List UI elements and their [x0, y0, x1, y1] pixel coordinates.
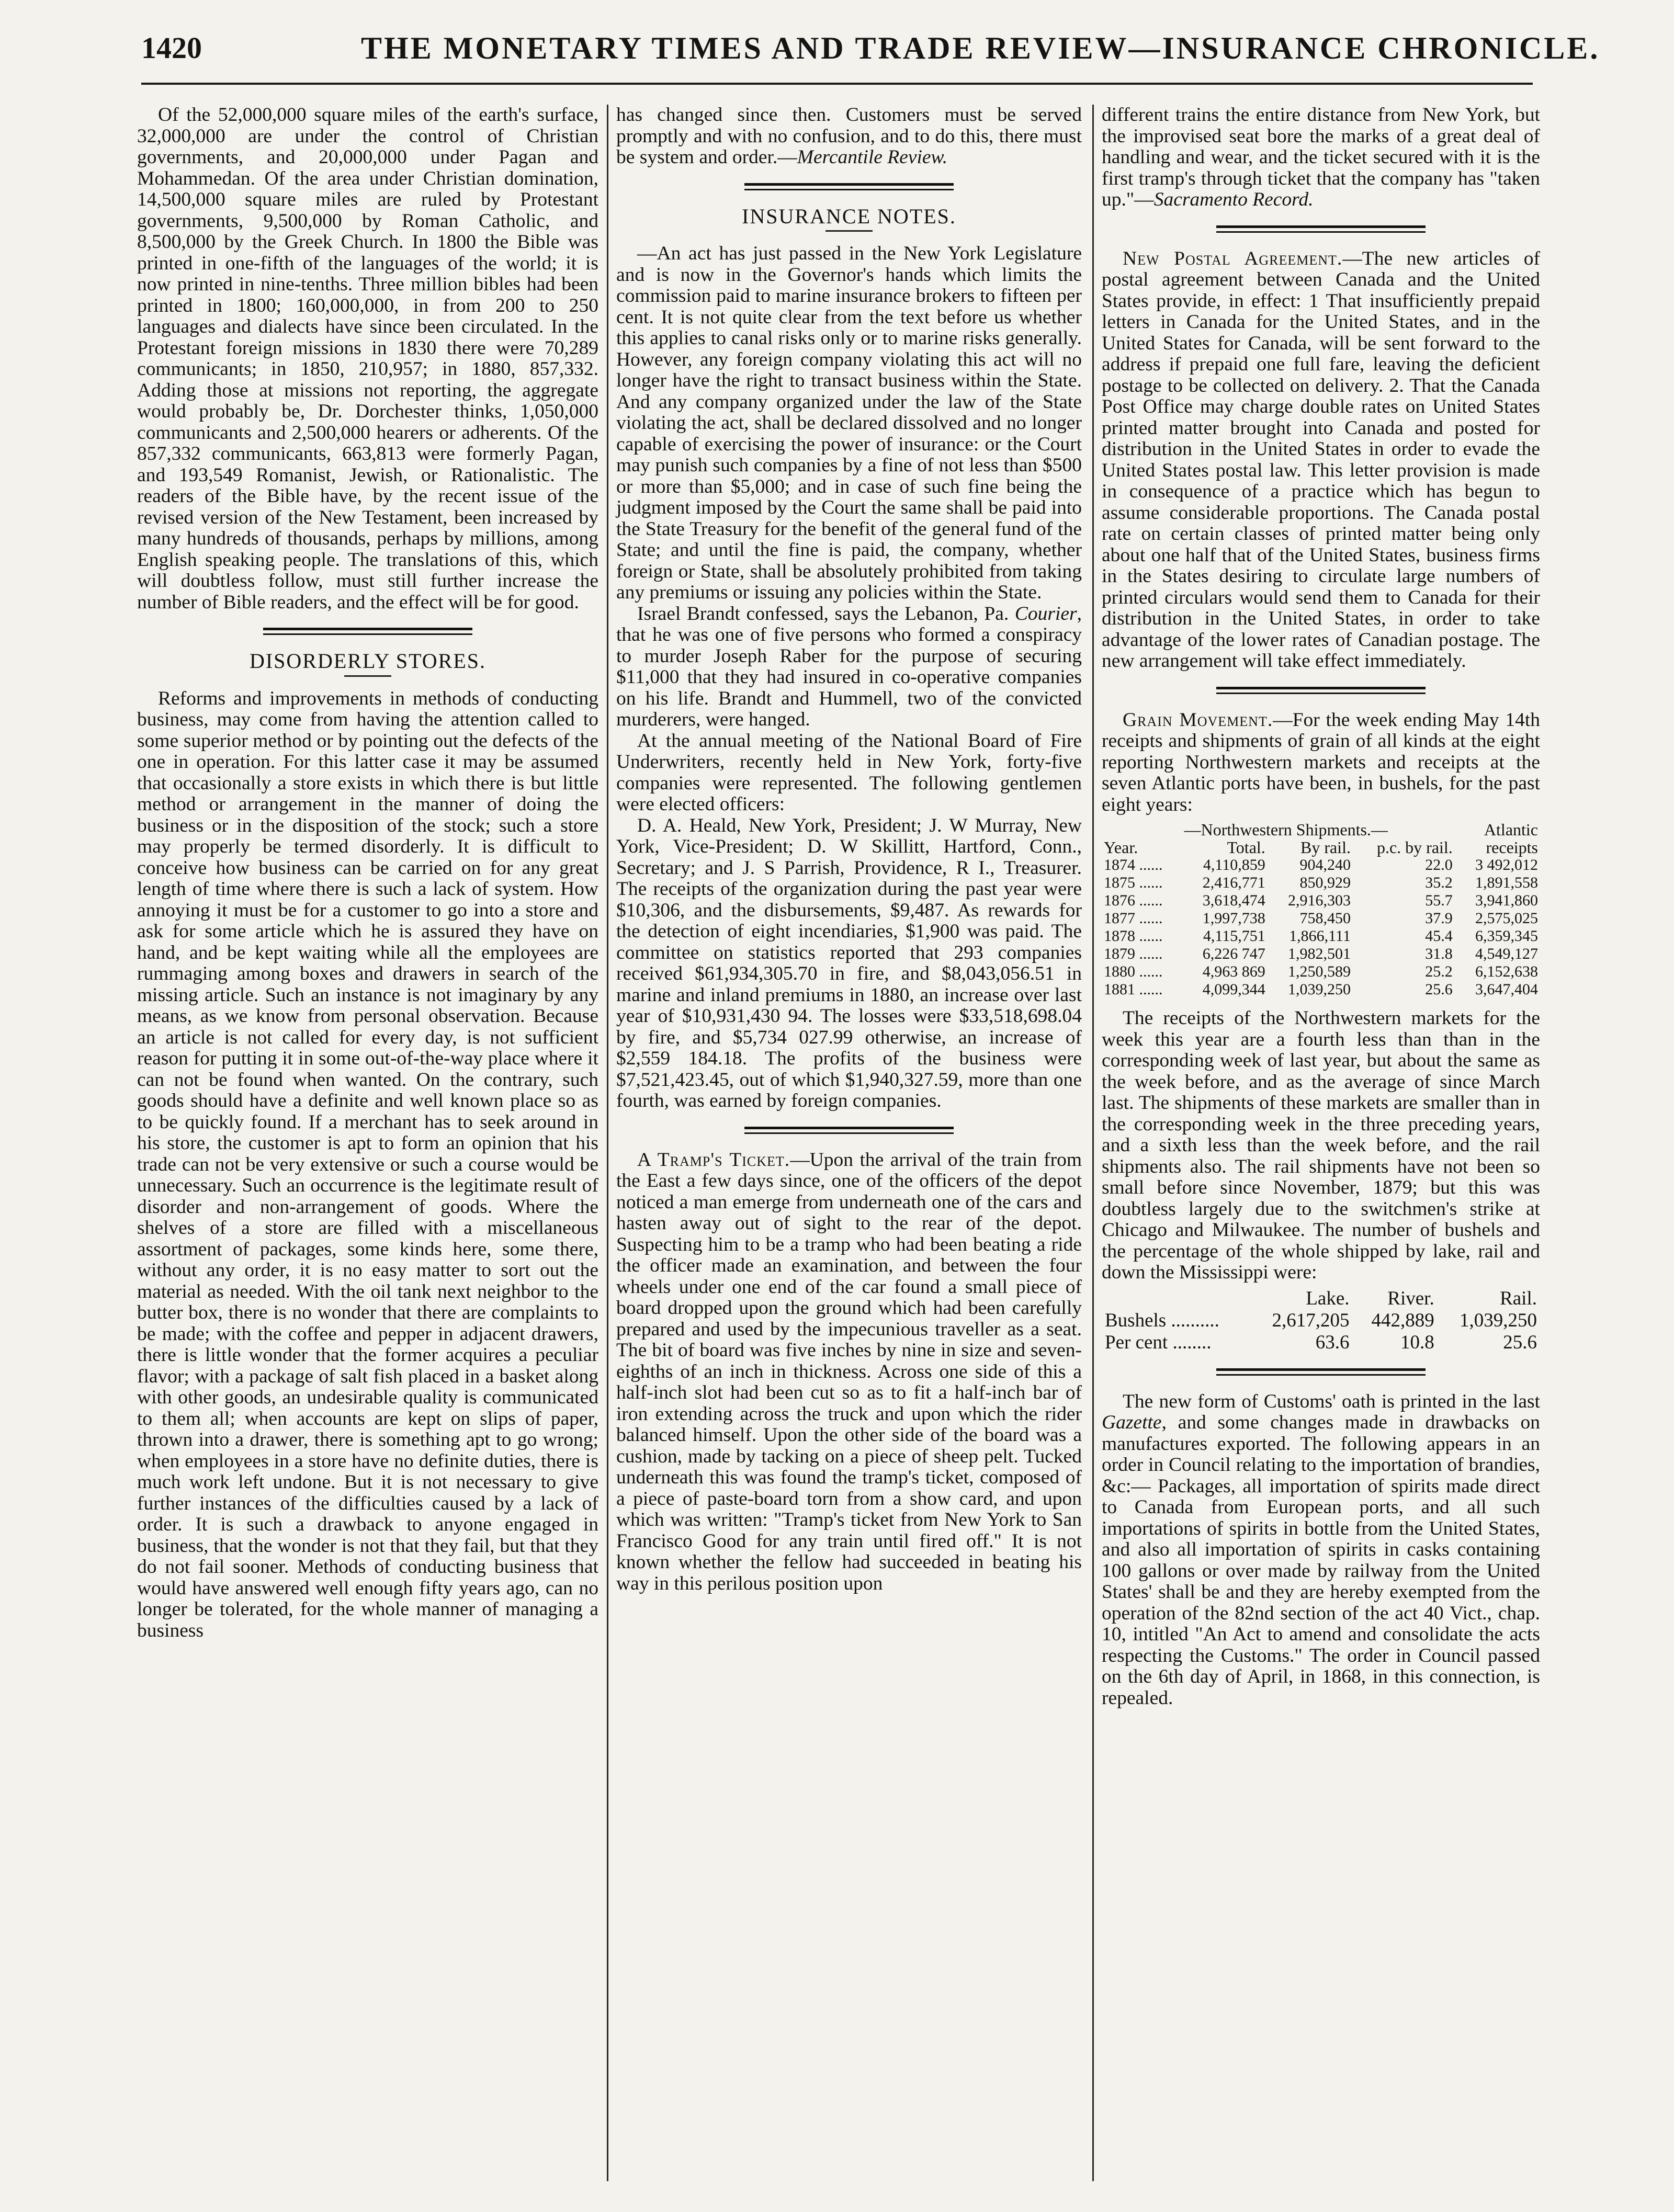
column-2 — [616, 105, 1082, 1594]
grain-table-cell: 1878 ...... — [1104, 927, 1163, 945]
grain-table-cell: 1881 ...... — [1104, 981, 1163, 998]
grain-table-row — [1102, 945, 1540, 963]
grain-movement-title: Grain Movement. — [1123, 709, 1273, 731]
postal-agreement-text: —The new articles of postal agreement between Canada and the United States provide, in effect: 1 That insufficiently prepaid letters in Canada for the United States, and in the United States for Canada, will be sent forward to the address if prepaid one full fare, leaving the deficient postage to be collected on delivery. 2. That the Canada Post Office may charge double rates on United States printed matter brought into Canada and posted for distribution in the United States in order to evade the United States postal law. This letter provision is made in consequence of a practice which has begun to assume considerable proportions. The Canada postal rate on certain classes of printed matter being only about one half that of the United States, business firms in the States desiring to circulate large numbers of printed circulars would send them to Canada for their distribution in the United States, in order to take advantage of the lower rates of Canadian postage. The new arrangement will take effect immediately. — [1102, 247, 1540, 672]
bushels-table-header: River. — [1387, 1287, 1434, 1309]
insurance-note-1: —An act has just passed in the New York Legislature and is now in the Governor's hands which limits the commission paid to marine insurance brokers to fifteen per cent. It is not quite clear from the text before us whether this applies to canal risks only or to marine risks generally. However, any foreign company violating this act will no longer have the right to transact business within the State. And any company organized under the law of the State violating the act, shall be declared dissolved and no longer capable of exercising the power of insurance: or the Court may punish such companies by a fine of not less than $500 or more than $5,000; and in case of such fine being the judgment imposed by the Court the same shall be paid into the State Treasury for the benefit of the general fund of the State; and until the fine is paid, the company, whether foreign or State, shall be absolutely prohibited from taking any premiums or issuing any policies within the State. — [616, 243, 1082, 603]
grain-table-row — [1102, 892, 1540, 910]
grain-table-cell: 4,115,751 — [1203, 927, 1265, 945]
grain-table-cell: 4,963 869 — [1202, 963, 1265, 980]
stores-continued-paragraph — [616, 105, 1082, 168]
grain-table-cell: 1880 ...... — [1104, 963, 1163, 980]
grain-table-header: By rail. — [1300, 838, 1351, 857]
customs-oath-text: The new form of Customs' oath is printed in the last — [1123, 1390, 1540, 1412]
stores-continued-text: has changed since then. Customers must be served promptly and with no confusion, and to do this, there must be system and order.— — [616, 104, 1082, 168]
tramp-source: Sacramento Record. — [1153, 189, 1314, 210]
grain-table-cell: 35.2 — [1425, 874, 1453, 891]
page-number: 1420 — [141, 31, 202, 65]
bushels-table-cell: 442,889 — [1371, 1309, 1434, 1331]
grain-table-cell: 4,549,127 — [1475, 945, 1538, 962]
grain-table-cell: 25.6 — [1425, 981, 1453, 998]
tramp-continued-paragraph — [1102, 105, 1540, 211]
grain-table-atlantic-header: Atlantic — [1484, 820, 1538, 839]
grain-table-cell: 3 492,012 — [1475, 856, 1538, 874]
disorderly-stores-heading: DISORDERLY STORES. — [249, 649, 487, 673]
customs-oath-paragraph — [1102, 1391, 1540, 1709]
grain-table-cell: 4,110,859 — [1203, 856, 1265, 874]
tramp-continued-text: different trains the entire distance from New York, but the improvised seat bore the marks of a great deal of handling and wear, and the ticket secured with it is the first tramp's through ticket that the company has "taken up."— — [1102, 104, 1540, 210]
grain-table-cell: 1,982,501 — [1287, 945, 1351, 962]
bushels-table-header: Lake. — [1306, 1287, 1350, 1309]
grain-table-cell: 6,359,345 — [1475, 927, 1538, 945]
grain-table-cell: 25.2 — [1425, 963, 1453, 980]
masthead-title: THE MONETARY TIMES AND TRADE REVIEW—INSURANCE CHRONICLE. — [361, 31, 1600, 65]
bushels-table-cell: Per cent ........ — [1105, 1331, 1212, 1353]
section-separator — [263, 628, 472, 635]
grain-table-cell: 1,039,250 — [1287, 981, 1351, 998]
grain-table-header: Total. — [1227, 838, 1265, 857]
grain-table-cell: 6,226 747 — [1202, 945, 1265, 962]
stores-source: Mercantile Review. — [797, 146, 948, 168]
bushels-table-cell: 25.6 — [1503, 1331, 1537, 1353]
grain-table-cell: 3,618,474 — [1202, 892, 1265, 909]
bushels-table — [1102, 1288, 1540, 1354]
grain-table — [1102, 821, 1540, 999]
bushels-table-row — [1102, 1332, 1540, 1354]
insurance-note-2-source: Courier — [1014, 603, 1077, 625]
column-1 — [137, 105, 598, 1641]
grain-table-cell: 4,099,344 — [1202, 981, 1265, 998]
grain-table-group-header: —Northwestern Shipments.— — [1184, 820, 1388, 839]
bible-paragraph: Of the 52,000,000 square miles of the earth's surface, 32,000,000 are under the control of Christian governments, and 20,000,000 under Pagan and Mohammedan. Of the area under Christian domination, 14,500,000 square miles are ruled by Protestant governments, 9,500,000 by Roman Catholic, and 8,500,000 by the Greek Church. In 1800 the Bible was printed in one-fifth of the languages of the world; it is now printed in nine-tenths. Three million bibles had been printed in 1800; 160,000,000, in from 200 to 250 languages and dialects have since been circulated. In the Protestant foreign missions in 1830 there were 70,289 communicants; in 1850, 210,957; in 1880, 857,332. Adding those at missions not reporting, the aggregate would probably be, Dr. Dorchester thinks, 1,050,000 communicants and 2,500,000 hearers or adherents. Of the 857,332 communicants, 663,813 were formerly Pagan, and 193,549 Romanist, Jewish, or Rationalistic. The readers of the Bible have, by the recent issue of the revised version of the New Testament, been increased by many hundreds of thousands, perhaps by millions, among English speaking people. The translations of this, which will doubtless follow, must still further increase the number of Bible readers, and the effect will be for good. — [137, 104, 598, 613]
heading-rule — [825, 230, 873, 232]
column-divider — [607, 105, 608, 2181]
insurance-notes-heading: INSURANCE NOTES. — [742, 204, 956, 228]
grain-table-cell: 3,941,860 — [1475, 892, 1538, 909]
grain-table-cell: 22.0 — [1425, 856, 1453, 874]
grain-table-cell: 1,866,111 — [1289, 927, 1351, 945]
grain-table-cell: 758,450 — [1299, 910, 1351, 927]
section-separator — [1216, 1368, 1426, 1376]
grain-table-row — [1102, 927, 1540, 945]
grain-table-cell: 1879 ...... — [1104, 945, 1163, 962]
customs-oath-rest: , and some changes made in drawbacks on manufactures exported. The following appears in an order in Council relating to the importation of brandies, &c:— Packages, all importation of spirits made direct to Canada from European ports, and all such importations of spirits in bottle from the United States, and also all importation of spirits in casks containing 100 gallons or over made by railway from the United States' shall be and they are hereby exempted from the operation of the 82nd section of the act 40 Vict., chap. 10, intitled "An Act to amend and consolidate the acts respecting the Customs." The order in Council passed on the 6th day of April, in 1868, in this connection, is repealed. — [1102, 1412, 1540, 1709]
insurance-note-2-text: Israel Brandt confessed, says the Lebanon, Pa. — [637, 603, 1009, 625]
bushels-table-cell: Bushels .......... — [1105, 1309, 1219, 1331]
grain-table-header: receipts — [1486, 838, 1538, 857]
grain-table-cell: 6,152,638 — [1475, 963, 1538, 980]
grain-table-cell: 1,997,738 — [1202, 910, 1265, 927]
bushels-table-cell: 10.8 — [1400, 1331, 1434, 1353]
bushels-table-cell: 63.6 — [1315, 1331, 1350, 1353]
grain-table-cell: 1875 ...... — [1104, 874, 1163, 891]
grain-table-cell: 45.4 — [1425, 927, 1453, 945]
grain-table-cell: 37.9 — [1425, 910, 1453, 927]
disorderly-stores-paragraph: Reforms and improvements in methods of conducting business, may come from having the attention called to some superior method or by pointing out the defects of the one in operation. For this latter case it may be assumed that occasionally a store exists in which there is but little method or arrangement in the manner of doing the business or in the disposition of the stock; such a store may properly be termed disorderly. It is difficult to conceive how business can be carried on for any great length of time where there is such a lack of system. How annoying it must be for a customer to go into a store and ask for some article which he is assured they have on hand, and be kept waiting while all the employees are rummaging among boxes and drawers in search of the missing article. Such an instance is not imaginary by any means, as we know from personal observation. Because an article is not called for every day, is not sufficient reason for putting it in some out-of-the-way place where it can not be found when wanted. On the contrary, such goods should have a definite and well known place so as to be quickly found. If a merchant has to seek around in his store, the customer is apt to form an opinion that his trade can not be very extensive or such a course would be unnecessary. Such an occurrence is the legitimate result of disorder and non-arrangement of goods. Where the shelves of a store are filled with a miscellaneous assortment of packages, some kinds here, some there, without any order, it is no easy matter to sort out the material as needed. With the oil tank next neighbor to the butter box, there is no wonder that there are complaints to be made; with the coffee and pepper in adjacent drawers, there is little wonder that the former acquires a peculiar flavor; with a package of salt fish placed in a basket along with other goods, an undesirable quality is communicated to them all; when accounts are kept on slips of paper, thrown into a drawer, there is something apt to go wrong; when employees in a store have no definite duties, there is much work left undone. But it is not necessary to give further instances of the difficulties caused by a lack of order. It is such a drawback to anyone engaged in business, that the wonder is not that they fail, but that they do not fail sooner. Methods of conducting business that would have answered well enough fifty years ago, can no longer be tolerated, for the whole manner of managing a business — [137, 687, 598, 1641]
section-separator — [1216, 687, 1426, 694]
tramp-ticket-text: —Upon the arrival of the train from the East a few days since, one of the officers of the depot noticed a man emerge from underneath one of the cars and hasten away out of sight to the rear of the depot. Suspecting him to be a tramp who had been beating a ride the officer made an examination, and between the four wheels under one end of the car found a small piece of board dropped upon the ground which had been carefully prepared and used by the impecunious traveller as a seat. The bit of board was five inches by nine in size and seven-eighths of an inch in thickness. Across one side of this a half-inch slot had been cut so as to fit a half-inch bar of iron extending across the truck and upon which the rider balanced himself. Upon the other side of the board was a cushion, made by tacking on a piece of sheep pelt. Tucked underneath this was found the tramp's ticket, composed of a piece of paste-board torn from a show card, and upon which was written: "Tramp's ticket from New York to San Francisco Good for any train until fired off." It is not known whether the fellow had succeeded in beating his way in this perilous position upon — [616, 1149, 1082, 1594]
grain-table-cell: 2,416,771 — [1202, 874, 1265, 891]
grain-movement-intro: —For the week ending May 14th receipts and shipments of grain of all kinds at the eight reporting Northwestern markets and receipts at the seven Atlantic ports have been, in bushels, for the past eight years: — [1102, 709, 1540, 815]
grain-table-row — [1102, 963, 1540, 981]
column-3 — [1102, 105, 1540, 1709]
grain-table-row — [1102, 910, 1540, 927]
insurance-note-4: D. A. Heald, New York, President; J. W Murray, New York, Vice-President; D. W Skillitt, Hartford, Conn., Secretary; and J. S Parrish, Providence, R I., Treasurer. The receipts of the organization during the past year were $10,306, and the disbursements, $9,487. As rewards for the detection of eight incendiaries, $1,900 was paid. The committee on statistics reported that 293 companies received $61,934,305.70 in fire, and $8,043,056.51 in marine and inland premiums in 1880, an increase over last year of $10,931,430 94. The losses were $33,518,698.04 by fire, and $5,734 027.99 otherwise, an increase of $2,559 184.18. The profits of the business were $7,521,423.45, out of which $1,940,327.59, more than one fourth, was earned by foreign companies. — [616, 814, 1082, 1111]
grain-table-cell: 55.7 — [1425, 892, 1453, 909]
grain-table-cell: 1876 ...... — [1104, 892, 1163, 909]
bushels-table-row — [1102, 1310, 1540, 1332]
grain-table-row — [1102, 856, 1540, 874]
grain-analysis-paragraph: The receipts of the Northwestern markets for the week this year are a fourth less than than in the corresponding week of last year, but about the same as the week before, and as the average of since March last. The shipments of these markets are smaller than in the corresponding week in the three preceding years, and a sixth less than the week before, and the rail shipments also. The rail shipments have not been so small before since November, 1879; but this was doubtless largely due to the switchmen's strike at Chicago and Milwaukee. The number of bushels and the percentage of the whole shipped by lake, rail and down the Mississippi were: — [1102, 1007, 1540, 1283]
page-header — [141, 21, 1600, 89]
bushels-table-cell: 1,039,250 — [1460, 1309, 1537, 1331]
grain-table-cell: 904,240 — [1299, 856, 1351, 874]
grain-table-header: p.c. by rail. — [1376, 838, 1453, 857]
grain-movement-paragraph — [1102, 710, 1540, 816]
insurance-note-2 — [616, 604, 1082, 731]
bushels-table-cell: 2,617,205 — [1272, 1309, 1350, 1331]
section-separator — [744, 1127, 954, 1134]
grain-table-cell: 2,916,303 — [1287, 892, 1351, 909]
header-rule — [141, 83, 1533, 85]
grain-table-cell: 850,929 — [1299, 874, 1351, 891]
grain-table-row — [1102, 874, 1540, 892]
grain-table-cell: 1,891,558 — [1475, 874, 1538, 891]
insurance-note-3: At the annual meeting of the National Board of Fire Underwriters, recently held in New York, forty-five companies were represented. The following gentlemen were elected officers: — [616, 730, 1082, 815]
grain-table-cell: 1,250,589 — [1287, 963, 1351, 980]
grain-table-cell: 31.8 — [1425, 945, 1453, 962]
tramp-ticket-paragraph — [616, 1150, 1082, 1595]
section-separator — [1216, 225, 1426, 233]
customs-gazette: Gazette — [1102, 1412, 1162, 1433]
postal-agreement-title: New Postal Agreement. — [1123, 247, 1343, 269]
section-separator — [744, 183, 954, 190]
column-divider — [1092, 105, 1094, 2181]
grain-table-row — [1102, 981, 1540, 999]
postal-agreement-paragraph — [1102, 248, 1540, 672]
bushels-table-header — [1102, 1288, 1250, 1310]
heading-rule — [344, 675, 391, 677]
insurance-note-2-rest: , that he was one of five persons who formed a conspiracy to murder Joseph Raber for the purpose of securing $11,000 that they had insured in co-operative companies on his life. Brandt and Hummell, two of the convicted murderers, were hanged. — [616, 603, 1082, 730]
tramp-ticket-title: A Tramp's Ticket. — [637, 1149, 790, 1171]
bushels-table-header: Rail. — [1500, 1287, 1537, 1309]
grain-table-cell: 1874 ...... — [1104, 856, 1163, 874]
grain-table-cell: 2,575,025 — [1475, 910, 1538, 927]
grain-table-header: Year. — [1104, 838, 1138, 857]
grain-table-cell: 1877 ...... — [1104, 910, 1163, 927]
grain-table-cell: 3,647,404 — [1475, 981, 1538, 998]
